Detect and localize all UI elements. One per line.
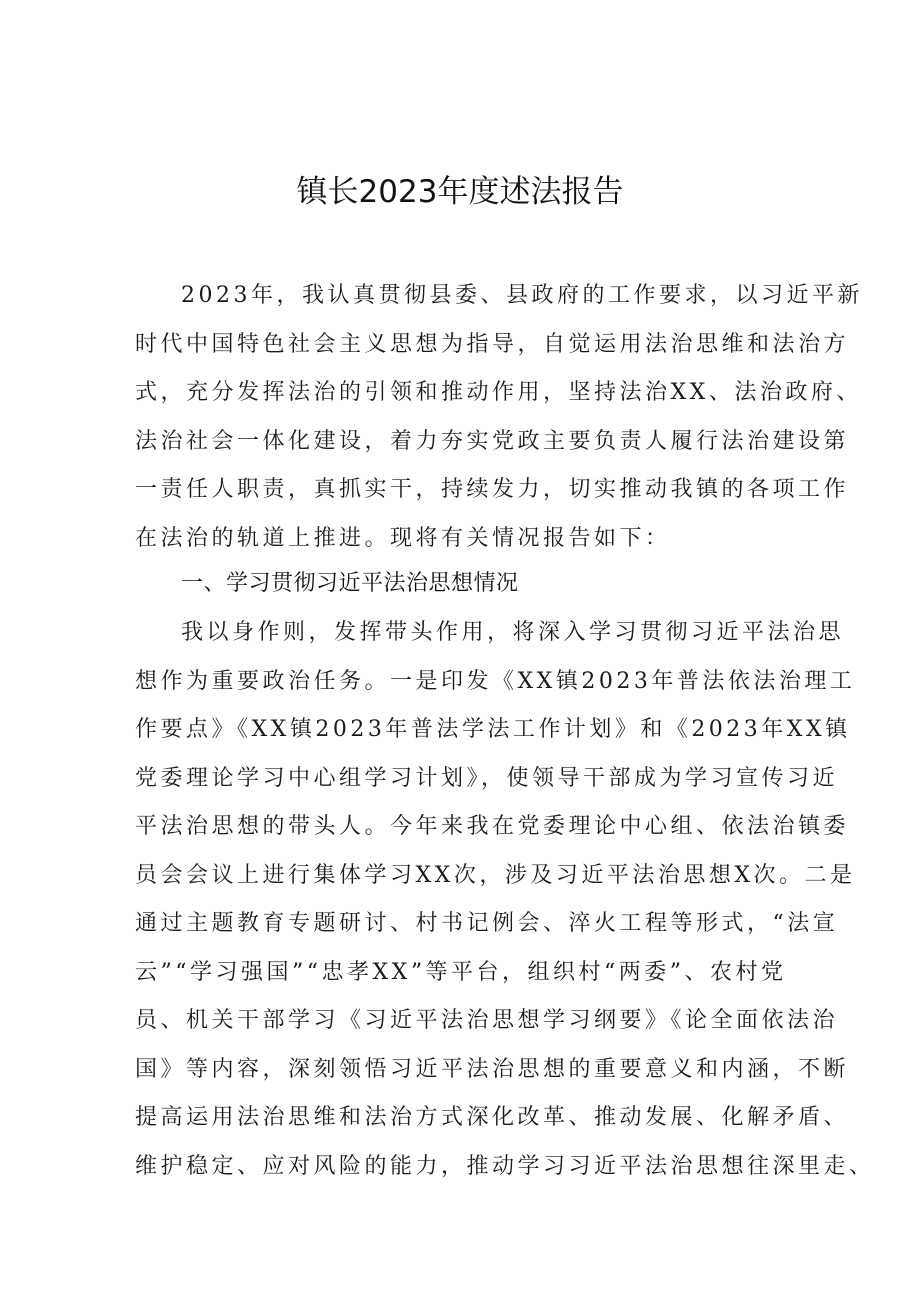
intro-paragraph: [135, 272, 863, 563]
paragraph-line: 我以身作则，发挥带头作用，将深入学习贯彻习近平法治思: [181, 620, 845, 645]
paragraph-line: 党委理论学习中心组学习计划》，使领导干部成为学习宣传习近: [135, 765, 839, 791]
paragraph-line: 一责任人职责，真抓实干，持续发力，切实推动我镇的各项工作: [135, 477, 850, 502]
paragraph-line: 作要点》《XX镇2023年普法学法工作计划》和《2023年XX镇: [135, 717, 851, 742]
paragraph-line: 提高运用法治思维和法治方式深化改革、推动发展、化解矛盾、: [135, 1105, 850, 1130]
paragraph-line: 云”“学习强国”“忠孝XX”等平台，组织村“两委”、农村党: [135, 959, 787, 985]
document-title: 镇长2023年度述法报告: [296, 174, 624, 210]
paragraph-line: 平法治思想的带头人。今年来我在党委理论中心组、依法治镇委: [135, 814, 850, 839]
paragraph-line: 想作为重要政治任务。一是印发《XX镇2023年普法依法治理工: [135, 668, 856, 694]
paragraph-line: 国》等内容，深刻领悟习近平法治思想的重要意义和内涵，不断: [135, 1056, 850, 1082]
paragraph-line: 式，充分发挥法治的引领和推动作用，坚持法治XX、法治政府、: [135, 380, 862, 405]
paragraph-line: 法治社会一体化建设，着力夯实党政主要负责人履行法治建设第: [135, 428, 850, 454]
paragraph-line: 在法治的轨道上推进。现将有关情况报告如下：: [135, 525, 671, 551]
paragraph-line: 维护稳定、应对风险的能力，推动学习习近平法治思想往深里走、: [135, 1153, 875, 1179]
section-heading: 一、学习贯彻习近平法治思想情况: [181, 571, 519, 596]
paragraph-line: 时代中国特色社会主义思想为指导，自觉运用法治思维和法治方: [135, 331, 850, 357]
section-paragraph: [135, 609, 875, 1191]
paragraph-line: 2023年，我认真贯彻县委、县政府的工作要求，以习近平新: [181, 283, 863, 308]
paragraph-line: 通过主题教育专题研讨、村书记例会、淬火工程等形式，“法宣: [135, 911, 839, 936]
paragraph-line: 员、机关干部学习《习近平法治思想学习纲要》《论全面依法治: [135, 1008, 839, 1033]
paragraph-line: 员会会议上进行集体学习XX次，涉及习近平法治思想X次。二是: [135, 862, 856, 888]
